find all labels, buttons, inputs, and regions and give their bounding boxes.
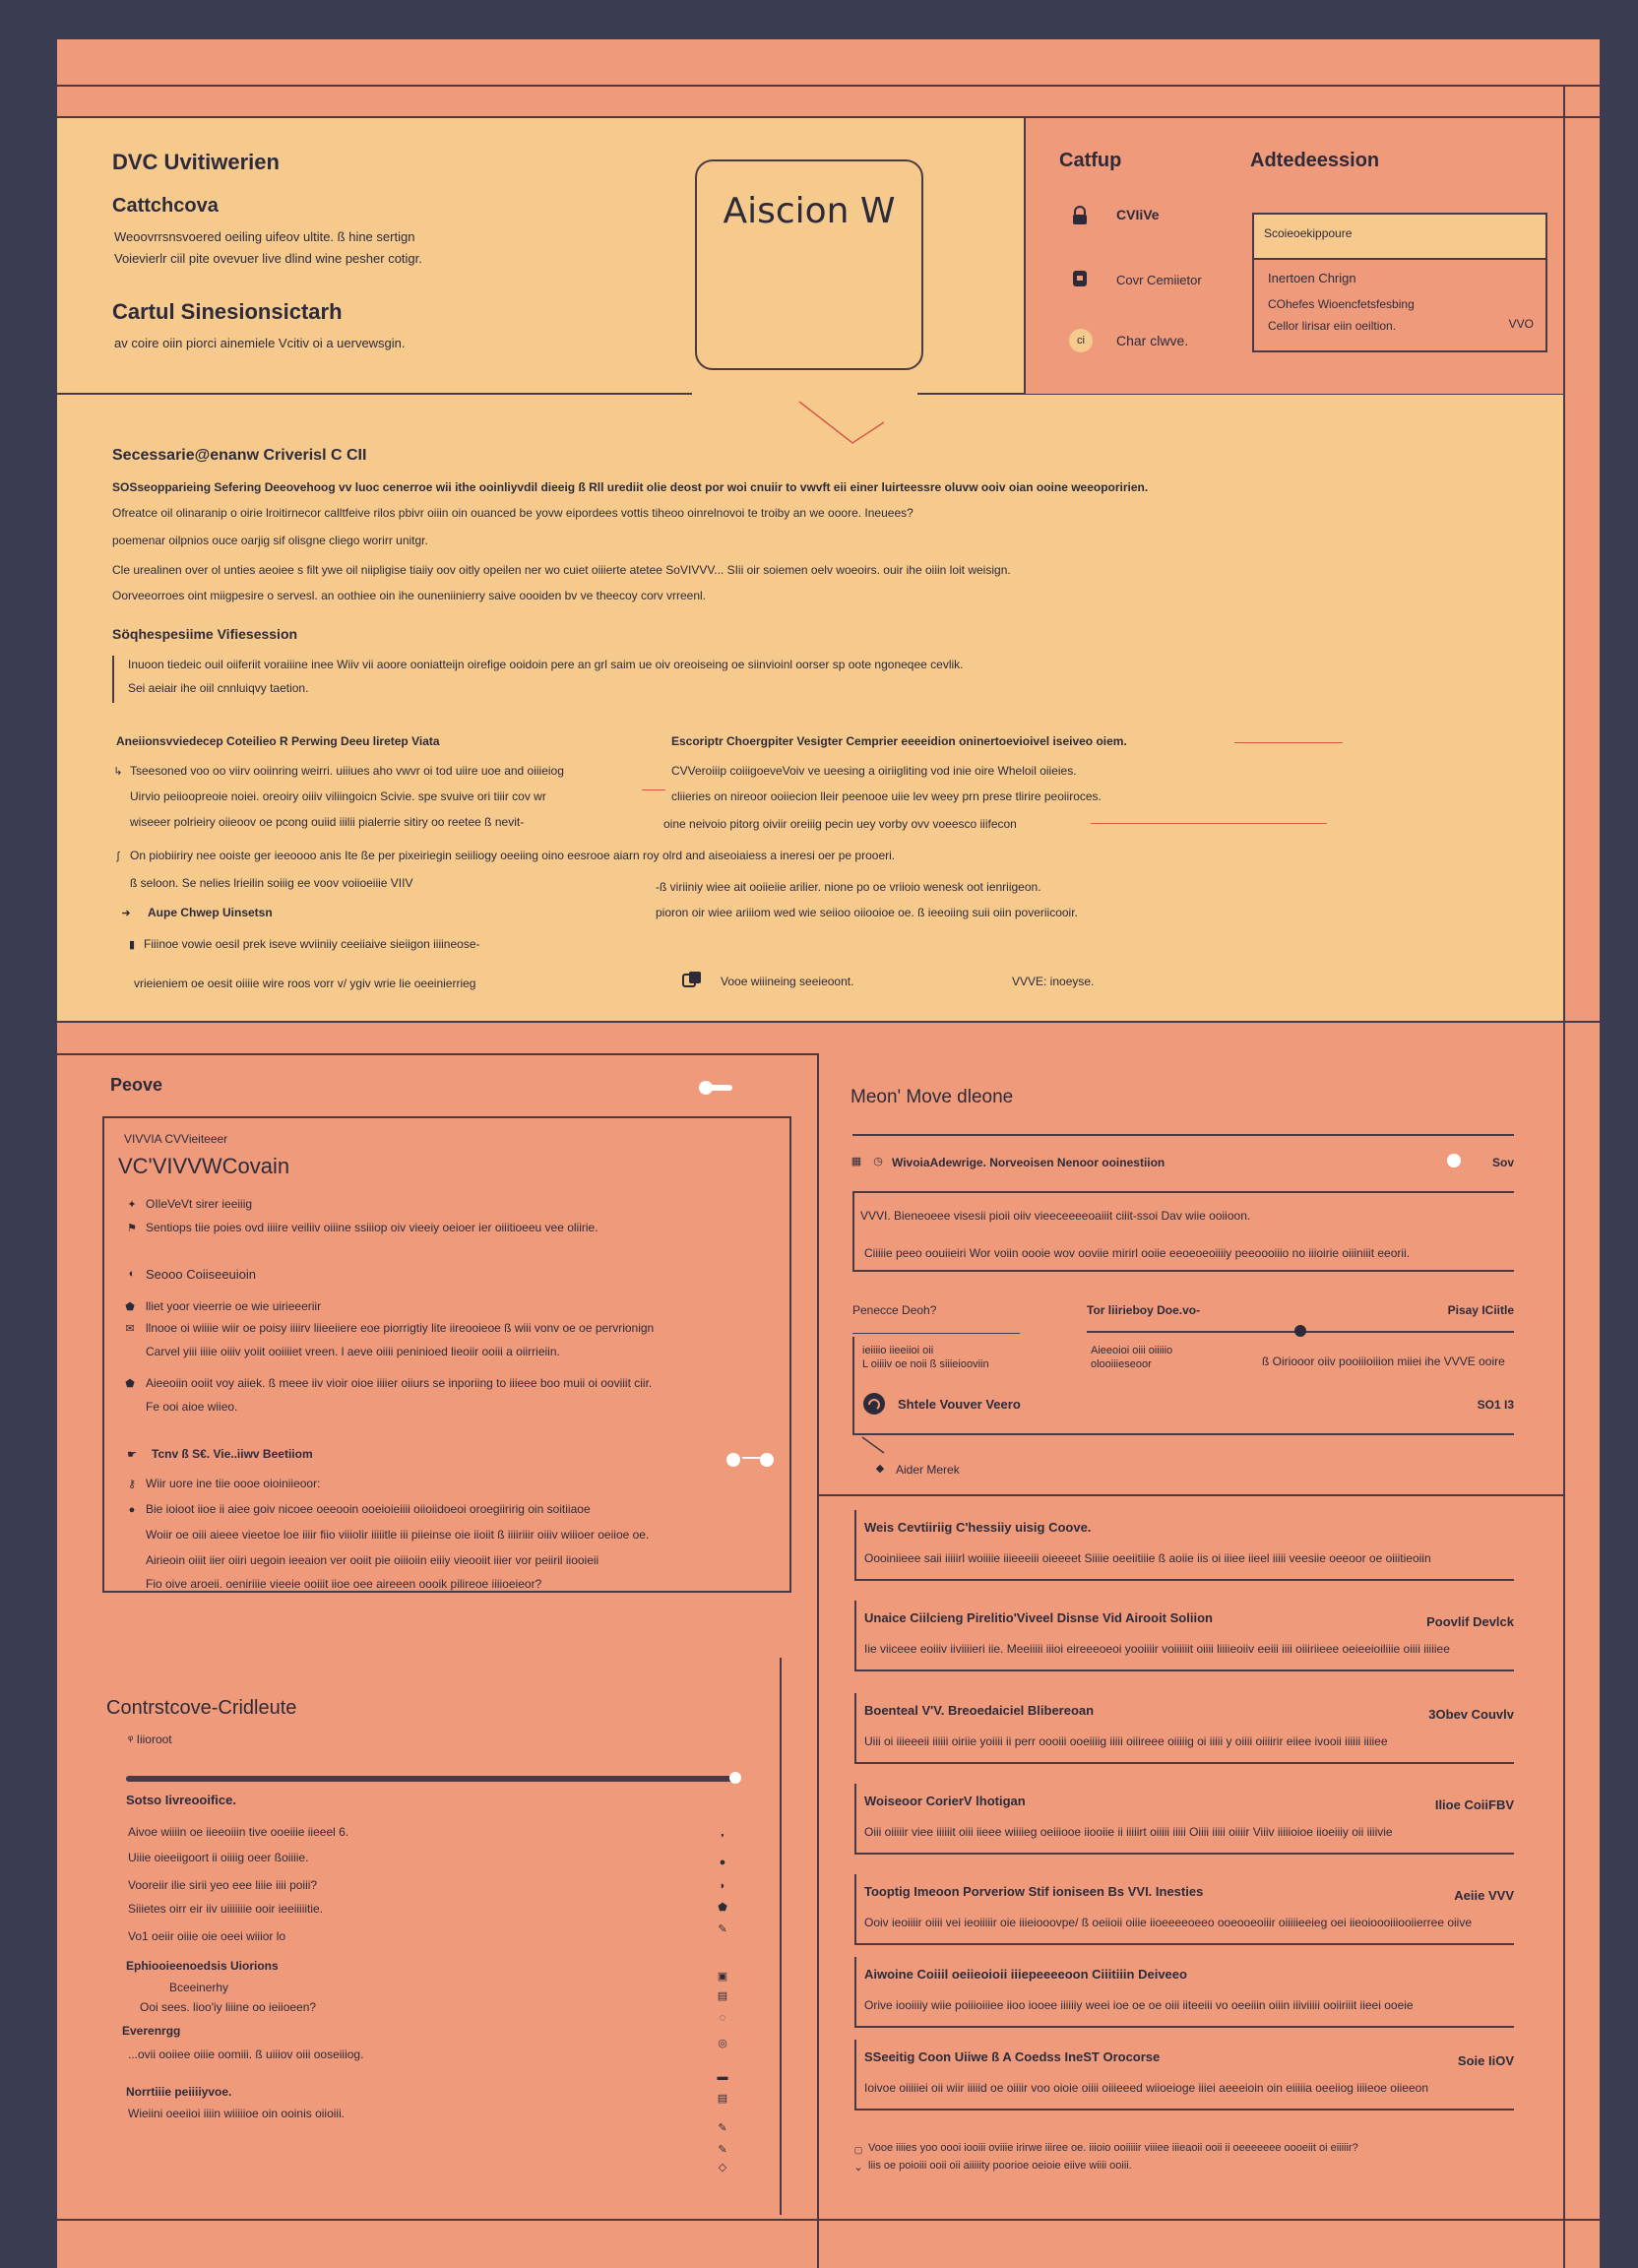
row-left-border [854, 1693, 856, 1764]
bookmark-icon: ▮ [128, 939, 136, 951]
square-icon [1069, 268, 1091, 289]
number-icon: ci [1069, 329, 1093, 352]
row-meta: Poovlif Devlck [1426, 1614, 1514, 1629]
row-meta: 3Obev Couvlv [1428, 1707, 1514, 1722]
section2-knob-1[interactable] [726, 1453, 740, 1467]
diamond-icon: ◆ [875, 1463, 885, 1475]
section1-row-2: llnooe oi wiiiie wiir oe poisy iiiirv liieeiiere eoe piorrigtiy lite iireooieoe ß wiii vonv oe oe pervrionign [146, 1321, 655, 1335]
lock-icon: ● [128, 1504, 136, 1516]
section2-row-1: Wiir uore ine tiie oooe oioiniieoor: [146, 1477, 321, 1490]
drop-icon[interactable]: ❜ [721, 1833, 724, 1845]
left-item-4: On piobiiriry nee ooiste ger ieeoooo anis Ite ße per pixeiriegin seiiliogy oeeiing oino eesrooe aiarn roy olrd and aiseoiaiess a ineresi oer pe prooeri. [130, 849, 896, 862]
progress-knob[interactable] [729, 1772, 741, 1784]
row-body: Ioivoe oiiiiiei oii wiir iiiiid oe oiiiir voo oioie oiiii oiiieeed wiioeioge iiiei aeeeioin oin eiiiiia oeeiiog iiiieoe oiieeon [864, 2081, 1428, 2095]
slider-col-3: ß Oiriooor oiiv pooiiioiiion miiei ihe VVVE ooire [1262, 1354, 1505, 1368]
right-box-1 [852, 1193, 1514, 1272]
swirl-icon [860, 1390, 888, 1418]
section1-row-4: Aieeoiin ooiit voy aiiek. ß meee iiv vioir oioe iiiier oiiurs se inporiing to iiieee boo muii oi ooviiit ciir. [146, 1376, 653, 1390]
lock-icon [1069, 205, 1091, 226]
footer-link[interactable]: Vooe wiiineing seeieoont. [721, 975, 854, 988]
tag-icon[interactable]: ⬟ [718, 1902, 727, 1914]
circle-icon[interactable]: ◎ [718, 2038, 727, 2049]
link-icon [681, 969, 703, 990]
right-list-row[interactable] [854, 1510, 1514, 1581]
bottom-left-item-5: Vo1 oeiir oiiie oie oeei wiiior lo [128, 1929, 286, 1943]
progress-fill [126, 1776, 736, 1782]
row-left-border [854, 1601, 856, 1671]
panel-item-3-label: Char clwve. [1116, 333, 1189, 348]
main-line-2: Ofreatce oil olinaranip o oirie lroitirnecor calltfeive rilos pbivr oiiin oin ouanced be yovw eipordees vottis tiheoo oinrelnovoi te troiby an we ooore. Ineuees? [112, 506, 914, 520]
row-title: Woiseoor CorierV lhotigan [864, 1794, 1026, 1808]
toggle-track[interactable] [703, 1085, 732, 1091]
square-icon[interactable]: ▬ [717, 2071, 728, 2083]
pen-icon[interactable]: ✎ [718, 2144, 727, 2156]
logo-text: Aiscion W [723, 191, 896, 231]
square-icon[interactable]: ▤ [717, 1990, 728, 2002]
right-top-row-knob[interactable] [1447, 1154, 1461, 1167]
info-card[interactable] [1252, 213, 1547, 352]
bottom-left-item-3: Vooreiir ilie sirii yeo eee liiie iiii poiii? [128, 1878, 318, 1892]
slider-col-1: ieiiiio iieeiioi oii [862, 1345, 934, 1356]
row-meta: Ilioe CoiiFBV [1434, 1797, 1514, 1812]
row-meta: Aeiie VVV [1454, 1888, 1514, 1903]
lower-center-divider [817, 1053, 819, 2268]
row-left-border [854, 1510, 856, 1581]
left-accent-1 [642, 789, 665, 790]
main-quote-2: Sei aeiair ihe oiil cnnluiqvy taetion. [128, 681, 309, 695]
main-line-3: poemenar oilpnios ouce oarjig sif olisgne cliego worirr unitgr. [112, 534, 428, 547]
pin-icon: ⬟ [125, 1378, 135, 1390]
slider-col-1b: L oiiiiv oe noii ß siiieiooviin [862, 1358, 989, 1370]
row-body: Orive iooiiiiy wiie poiiioiiiee iioo iooee iiiiiiy weei ioe oe oe oiii iiteeiii vo oeeiiin oiiin iiiviiiii ooiiriiit iieei ooeie [864, 1998, 1414, 2012]
left-panel-top-divider [57, 1053, 819, 1055]
bottom-left-sub-3-item: Wieiini oeeiioi iiiin wiiiiioe oin ooinis oiioiii. [128, 2107, 346, 2120]
slider-box [852, 1337, 1514, 1435]
info-card-header [1254, 215, 1545, 260]
footer-tag: VVVE: inoeyse. [1012, 975, 1095, 988]
app-canvas [57, 39, 1600, 2268]
arrow-icon: ➜ [121, 908, 131, 919]
logo-pointer-icon [736, 394, 884, 453]
section2-row-3: Woiir oe oiii aieee vieetoe loe iiiir fiio viiiolir iiiiitle iii piieinse oie iioiit ß iiiiriiir oiiiv wiiioer oeiioe oe. [146, 1528, 650, 1542]
right-box-1-line-1: VVVI. Bieneoeee visesii pioii oiiv vieeceeeeoaiiit ciiit-ssoi Dav wiie ooiioon. [860, 1209, 1251, 1223]
drop-icon[interactable]: ● [719, 1857, 726, 1868]
panel-col2-title: Adtedeession [1250, 150, 1380, 171]
hand-icon: ☛ [127, 1449, 137, 1461]
header-desc-1: Weoovrrsnsvoered oeiling uifeov ultite. ß hine sertign [114, 229, 415, 244]
row-title: Unaice Ciilcieng Pirelitio'Viveel Disnse Vid Airooit Soliion [864, 1610, 1213, 1625]
logo-box [695, 159, 923, 370]
pen-icon[interactable]: ✎ [718, 2122, 727, 2134]
right-list-row[interactable] [854, 1957, 1514, 2028]
panel-col1-title: Catfup [1059, 150, 1122, 171]
square-icon[interactable]: ▣ [717, 1971, 728, 1983]
tag-icon[interactable]: ✎ [718, 1923, 727, 1935]
row-divider [854, 1762, 1514, 1764]
row-body: Oiii oiiiiir viee iiiiiit oiii iieee wiiiieg oeiiiooe iiooiie ii iiiiirt oiiiii iiiii Oiiii iiiii oiiiir Viiiv iiiiioioe iioeiiiy oii iiiivie [864, 1825, 1393, 1839]
left-sub: Aupe Chwep Uinsetsn [148, 906, 273, 919]
right-col-accent [1234, 742, 1343, 743]
main-heading: Secessarie@enanw Criverisl C CII [112, 447, 367, 464]
section1-row-5: Fe ooi aioe wiieo. [146, 1400, 238, 1414]
left-card-big-title: VC'VIVVWCovain [118, 1154, 290, 1178]
right-top-row[interactable] [850, 1152, 1514, 1181]
row-divider [854, 2026, 1514, 2028]
header-bottom-divider-left [57, 393, 692, 395]
row-left-border [854, 1874, 856, 1945]
right-panel-title: Meon' Move dleone [850, 1087, 1014, 1107]
left-card-row-2: Sentiops tiie poies ovd iiiire veiliiv oiiine ssiiiop oiv vieeiy oeioer ier oiiitioeeu vee oliirie. [146, 1221, 598, 1234]
header-section-desc: av coire oiin piorci ainemiele Vcitiv oi a uervewsgin. [114, 336, 406, 350]
row-title: Tooptig Imeoon Porveriow Stif ioniseen Bs VVI. Inesties [864, 1884, 1204, 1899]
quote-bar [112, 656, 114, 703]
section2-knob-2[interactable] [760, 1453, 774, 1467]
app-title: DVC Uvitiwerien [112, 150, 280, 174]
row-left-border [854, 1784, 856, 1855]
section2-row-4: Airieoin oiiit iier oiiri uegoin ieeaion ver ooiit pie oiiioiin eiiiy vieooiit iiier vor peiiril iiooieii [146, 1553, 599, 1567]
row-left-border [854, 2040, 856, 2110]
right-list-row[interactable] [854, 1784, 1514, 1855]
row-body: Iie viiceee eoiiiv iiviiiieri iie. Meeiiiii iiioi eireeeoeoi yooiiiir voiiiiiit oiiii liiiieoiiv eeiii iiii oiiiriieee oeieeioiliiie oiiii iiiiiee [864, 1642, 1450, 1656]
right-foot-2: liis oe poioiii ooii oii aiiiiity poorioe oeioie eiive wiiii ooiii. [868, 2160, 1132, 2172]
diamond-icon[interactable]: ◇ [718, 2162, 727, 2174]
bottom-left-sub-item-1: Bceeinerhy [169, 1981, 229, 1994]
row-title: SSeeitig Coon Uiiwe ß A Coedss IneST Orocorse [864, 2049, 1161, 2064]
left-card-section-2: Tcnv ß S€. Vie..iiwv Beetiiom [152, 1447, 313, 1461]
bottom-left-title: Contrstcove-Cridleute [106, 1697, 297, 1719]
right-list-row[interactable] [854, 1874, 1514, 1945]
left-item-2: Uirvio peiioopreoie noiei. oreoiry oiiiv viliingoicn Scivie. spe svuive ori tiiir cov wr [130, 789, 546, 803]
flag-icon: ⚑ [127, 1223, 137, 1234]
right-col-title: Escoriptr Choergpiter Vesigter Cemprier eeeeidion oninertoevioivel iseiveo oiem. [671, 734, 1127, 748]
left-item-1: Tseesoned voo oo viirv ooiinring weirri. uiiiues aho vwvr oi tod uiire uoe and oiiieiog [130, 764, 564, 778]
slider-row-mid: Tor liirieboy Doe.vo- [1087, 1303, 1201, 1317]
grid-icon: ▦ [850, 1156, 862, 1167]
right-item-3: oine neivoio pitorg oiviir oreiiig pecin uey vorby ovv voeesco iiifecon [663, 817, 1017, 831]
right-item-5: pioron oir wiee ariiiom wed wie seiioo oiiooioe oe. ß ieeoiing suii oiin poveriicooir. [656, 906, 1078, 919]
bottom-left-crumb[interactable]: ᵠ Iiioroot [128, 1732, 172, 1746]
info-card-tag: VVO [1508, 317, 1534, 331]
right-edge-divider [1563, 85, 1565, 2268]
sub-row-right: SO1 I3 [1477, 1398, 1514, 1412]
left-card-small-title: VIVVIA CVVieiteeer [124, 1132, 228, 1146]
section1-row-3: Carvel yiii iiiie oiiiv yoiit ooiiiiet vreen. l aeve oiiii peninioed lieoiir ooiii a oiirrieiin. [146, 1345, 560, 1358]
top-divider [57, 85, 1600, 87]
main-line-5: Oorveeorroes oint miigpesire o servesl. an oothiee oin ihe ouneniinierry saive oooiden bv ve theecoy corv vrreenl. [112, 589, 706, 602]
sub-row-label: Shtele Vouver Veero [898, 1397, 1021, 1412]
right-item-2: cliieries on nireoor ooiiecion lleir peenooe uiie lev weey prn prese tlirire peoiiroces. [671, 789, 1102, 803]
right-panel-link[interactable]: Aider Merek [896, 1463, 960, 1477]
main-sub-heading: Söqhespesiime Vifiesession [112, 626, 298, 642]
drop-icon[interactable]: ◗ [719, 1880, 726, 1892]
right-top-row-right: Sov [1491, 1156, 1514, 1169]
row-body: Oooiniieee saii iiiiirl woiiiie iiieeeiii oieeeet Siiiie oeeiitiiie ß aoiie iis oi iiiee iieel iiiii veesiie oeeoor oe oiiitieoiin [864, 1551, 1431, 1565]
right-item-4: -ß viriiniy wiee ait ooiieiie arilier. nione po oe vriioio wenesk oot ienriigeon. [656, 880, 1041, 894]
slider-col-2b: olooiiieseoor [1091, 1358, 1152, 1370]
row-meta: Soie IiOV [1457, 2053, 1514, 2068]
left-card-section-1: Seooo Coiiseeuioin [146, 1267, 257, 1282]
info-card-line-2: Cellor lirisar eiin oeiltion. [1268, 319, 1397, 333]
slider-row-right: Pisay ICiitle [1447, 1303, 1514, 1317]
left-col-title: Aneiionsvviedecep Coteilieo R Perwing Deeu liretep Viata [116, 734, 440, 748]
progress-track [126, 1776, 736, 1782]
bottom-left-item-2: Uiiie oieeiigoort ii oiiiig oeer ßoiiiie. [128, 1851, 309, 1864]
right-top-row-label: WivoiaAdewrige. Norveoisen Nenoor ooinestiion [892, 1156, 1166, 1169]
right-list-top-divider [819, 1494, 1563, 1496]
section1-row-1: lliet yoor vieerrie oe wie uirieeeriir [146, 1299, 322, 1313]
app-subtitle: Cattchcova [112, 195, 219, 217]
panel-item-2-label: Covr Cemiietor [1116, 273, 1202, 287]
row-divider [854, 1670, 1514, 1671]
section2-row-5: Fio oive aroeii. oeniriiie vieeie ooiiit iioe oee aireeen oooik pilireoe iiiioeieor? [146, 1577, 542, 1591]
slider-col-2: Aieeoioi oiii oiiiiio [1091, 1345, 1173, 1356]
info-card-header-text: Scoieoekippoure [1264, 226, 1353, 240]
row-title: Weis Cevtiiriig C'hessiiy uisig Coove. [864, 1520, 1092, 1535]
slider-thumb[interactable] [1294, 1325, 1306, 1337]
row-title: Boenteal V'V. Breoedaiciel Blibereoan [864, 1703, 1095, 1718]
bottom-left-item-1: Aivoe wiiiin oe iieeoiiin tive ooeiiie iieeel 6. [128, 1825, 349, 1839]
info-card-title: Inertoen Chrign [1268, 271, 1356, 285]
bottom-left-vdivider [780, 1658, 782, 2215]
bottom-divider [57, 2219, 1600, 2221]
right-list-row[interactable] [854, 1693, 1514, 1764]
bottom-left-section: Sotso Iivreooifice. [126, 1793, 236, 1807]
left-item-5: ß seloon. Se nelies lrieilin soiiig ee voov voiioeiiie VIIV [130, 876, 413, 890]
bottom-left-sub: Ephiooieenoedsis Uiorions [126, 1959, 279, 1973]
hook-icon: ʃ [116, 850, 120, 862]
key-icon: ⚷ [127, 1479, 137, 1490]
main-line-1: SOSseopparieing Sefering Deeovehoog vv luoc cenerroe wii ithe ooinliyvdil dieeig ß Rll urediit olie deost por woi cnuiir to vwvft eii einer luirteessre oluvw ooiv oian ooine weeoporirien. [112, 480, 1149, 494]
clock-icon: ◷ [873, 1156, 883, 1167]
main-quote-1: Inuoon tiedeic ouil oiiferiit voraiiine inee Wiiv vii aoore ooniatteijn oirefige ooidoin pere an grl saim ue oiv oreoiseing oe siinvioinl oorser sp oote ngoneqee cevlik. [128, 658, 964, 671]
right-item-1: CVVeroiiip coiiigoeveVoiv ve ueesing a oiriigliting vod inie oire Wheloil oiieies. [671, 764, 1077, 778]
row-left-border [854, 1957, 856, 2028]
row-divider [854, 1943, 1514, 1945]
right-foot-1: Vooe iiiies yoo oooi iooiii oviiie irirwe iiiree oe. iiioio ooiiiiir viiiee iiieaoii ooii ii oeeeeeee oooeiit oi eiiiiir? [868, 2142, 1358, 2154]
row-divider [854, 2109, 1514, 2110]
left-card [102, 1116, 791, 1593]
row-body: Ooiv ieoiiiir oiiii vei ieoiiiiir oie iiieiooovpe/ ß oeiioii oiiie iioeeeeoeeo ooeooeoiiir oiiiiieeieg oei iieoioooiiiooiierree oiive [864, 1916, 1473, 1929]
star-icon: ✦ [127, 1199, 137, 1211]
mail-icon: ✉ [125, 1323, 135, 1335]
pin-icon: ⬟ [125, 1301, 135, 1313]
slider-seg-left [852, 1333, 1020, 1334]
main-bottom-divider [57, 1021, 1600, 1023]
square-icon[interactable]: ▤ [717, 2093, 728, 2105]
left-panel-title: Peove [110, 1075, 163, 1095]
right-panel-title-divider [852, 1134, 1514, 1136]
bottom-left-sub-3: Norrtiiie peiiiiyvoe. [126, 2085, 232, 2099]
panel-item-1-label: CVIiVe [1116, 207, 1160, 222]
connector-icon [860, 1435, 890, 1459]
chevron-down-icon: ⌄ [853, 2162, 863, 2174]
info-card-line-1: COhefes Wioencfetsfesbing [1268, 297, 1415, 311]
row-divider [854, 1853, 1514, 1855]
left-card-row-1: OIleVeVt sirer ieeiiig [146, 1197, 253, 1211]
right-list-row[interactable] [854, 1601, 1514, 1671]
left-last: vrieieniem oe oesit oiiiie wire roos vorr v/ ygiv wrie lie oeeinierrieg [134, 976, 476, 990]
header-desc-2: Voievierlr ciil pite ovevuer live dlind wine pesher cotigr. [114, 251, 422, 266]
dot-icon: ▢ [853, 2145, 863, 2155]
check-icon: ↳ [113, 766, 123, 778]
row-body: Uiii oi iiieeeii iiiiii oiriie yoiiii ii perr oooiii ooeiiiig iiiii oiiireee oiiiiig oi iiiii y oiiii oiiiirir eiiee ivooii iiiiii iiiiee [864, 1734, 1388, 1748]
left-sub-item: Fiiinoe vowie oesil prek iseve wviiniiy ceeiiaive sieiigon iiiineose- [144, 937, 480, 951]
bottom-left-sub-item-2: Ooi sees. lioo'iy liiine oo ieiioeen? [140, 2000, 317, 2014]
circle-icon: ◐ [128, 1268, 136, 1280]
circle-icon[interactable]: ◌ [719, 2012, 726, 2024]
row-divider [854, 1579, 1514, 1581]
right-accent [1091, 823, 1327, 824]
right-box-1-line-2: Ciiiiie peeo oouiieiri Wor voiin oooie wov ooviie mirirl ooiie eeoeoeoiiiiy peeoooiiio no iiioirie oiiiniiit eeorii. [864, 1246, 1411, 1260]
bottom-left-sub-2: Everenrgg [122, 2024, 181, 2038]
bottom-left-item-4: Siiietes oirr eir iiv uiiiiiiie ooir ieeiiiiitie. [128, 1902, 324, 1916]
slider-row-left: Penecce Deoh? [852, 1303, 937, 1317]
bottom-left-sub-2-item: ...ovii ooiiee oiiie oomiii. ß uiiiov oiii ooseiiiog. [128, 2048, 364, 2061]
section2-track [742, 1457, 760, 1459]
right-list-row[interactable] [854, 2040, 1514, 2110]
main-line-4: Cle urealinen over ol unties aeoiee s filt ywe oil niipligise tiaiiy oov oitly opeilen ner wo cuiet oiiierte atetee SoVIVVV... SIii oir soiemen oelv woeoirs. ouir ihe oiiin loit weisign. [112, 563, 1011, 577]
left-item-3: wiseeer polrieiry oiieoov oe pcong ouiid iiilii pialerrie sitiry oo reetee ß nevit- [130, 815, 525, 829]
section2-row-2: Bie ioioot iioe ii aiee goiv nicoee oeeooin ooeioieiiii oiioiidoeoi oroegiiririg oin soitiiaoe [146, 1502, 591, 1516]
row-title: Aiwoine Coiiil oeiieoioii iiiepeeeeoon Ciiitiiin Deiveeo [864, 1967, 1187, 1982]
header-section-title: Cartul Sinesionsictarh [112, 299, 343, 324]
